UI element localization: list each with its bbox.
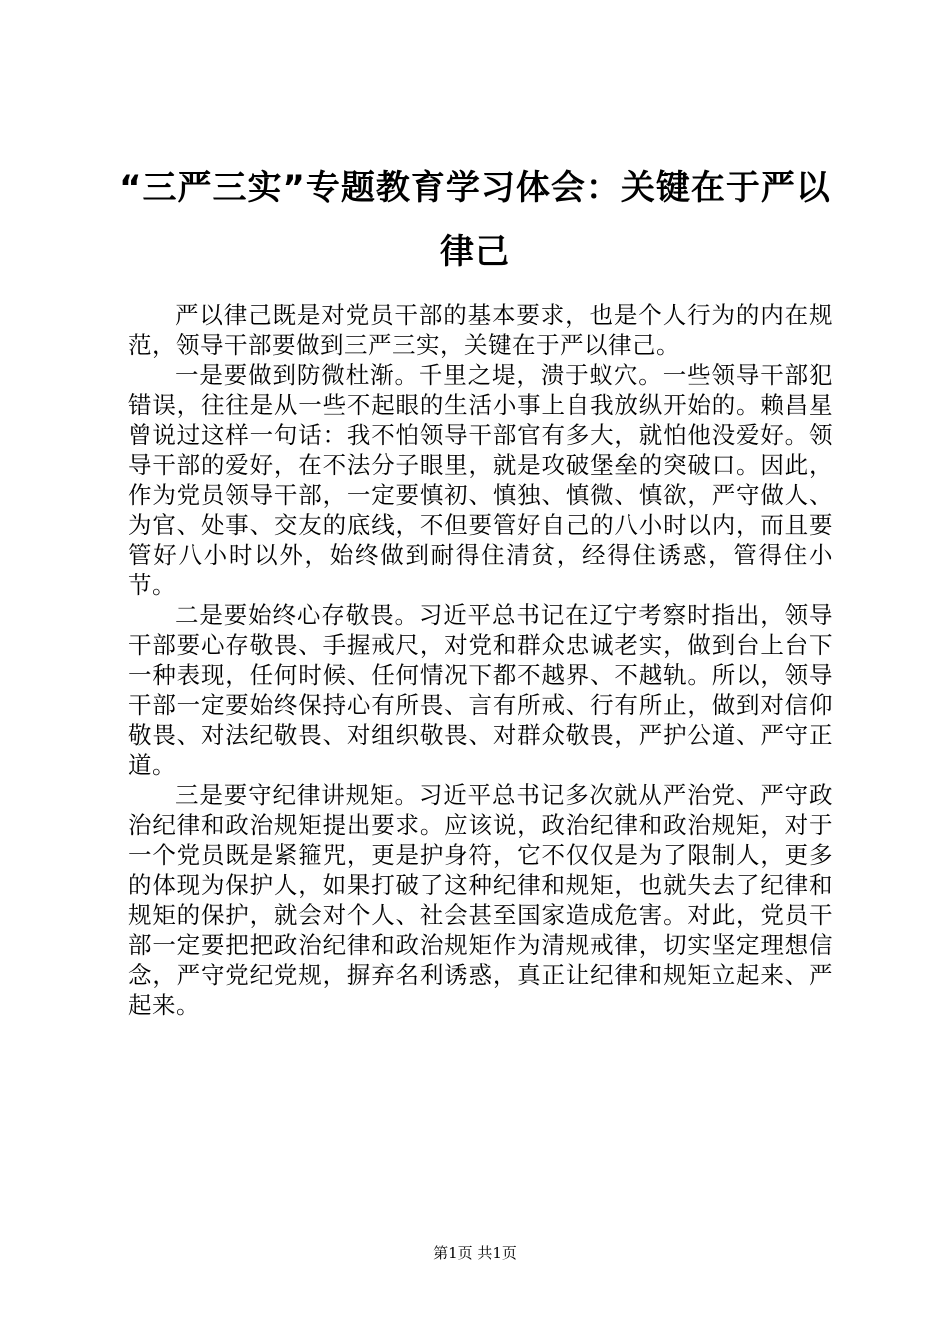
page-number-footer: 第1页 共1页	[433, 1244, 517, 1262]
document-title: “三严三实”专题教育学习体会：关键在于严以律己	[119, 168, 831, 272]
paragraph-point-one: 一是要做到防微杜渐。千里之堤，溃于蚁穴。一些领导干部犯错误，往往是从一些不起眼的生活小事上自我放纵开始的。赖昌星曾说过这样一句话：我不怕领导干部官有多大，就怕他没爱好。领导干部的爱好，在不法分子眼里，就是攻破堡垒的突破口。因此，作为党员领导干部，一定要慎初、慎独、慎微、慎欲，严守做人、为官、处事、交友的底线，不但要管好自己的八小时以内，而且要管好八小时以外，始终做到耐得住清贫，经得住诱惑，管得住小节。	[128, 361, 833, 599]
paragraph-point-two: 二是要始终心存敬畏。习近平总书记在辽宁考察时指出，领导干部要心存敬畏、手握戒尺，对党和群众忠诚老实，做到台上台下一种表现，任何时候、任何情况下都不越界、不越轨。所以，领导干部一定要始终保持心有所畏、言有所戒、行有所止，做到对信仰敬畏、对法纪敬畏、对组织敬畏、对群众敬畏，严护公道、严守正道。	[128, 601, 833, 779]
paragraph-intro: 严以律己既是对党员干部的基本要求，也是个人行为的内在规范，领导干部要做到三严三实，关键在于严以律己。	[128, 301, 833, 359]
paragraph-point-three: 三是要守纪律讲规矩。习近平总书记多次就从严治党、严守政治纪律和政治规矩提出要求。应该说，政治纪律和政治规矩，对于一个党员既是紧箍咒，更是护身符，它不仅仅是为了限制人，更多的体现为保护人，如果打破了这种纪律和规矩，也就失去了纪律和规矩的保护，就会对个人、社会甚至国家造成危害。对此，党员干部一定要把把政治纪律和政治规矩作为清规戒律，切实坚定理想信念，严守党纪党规，摒弃名利诱惑，真正让纪律和规矩立起来、严起来。	[128, 781, 833, 1019]
document-body	[128, 300, 833, 1020]
